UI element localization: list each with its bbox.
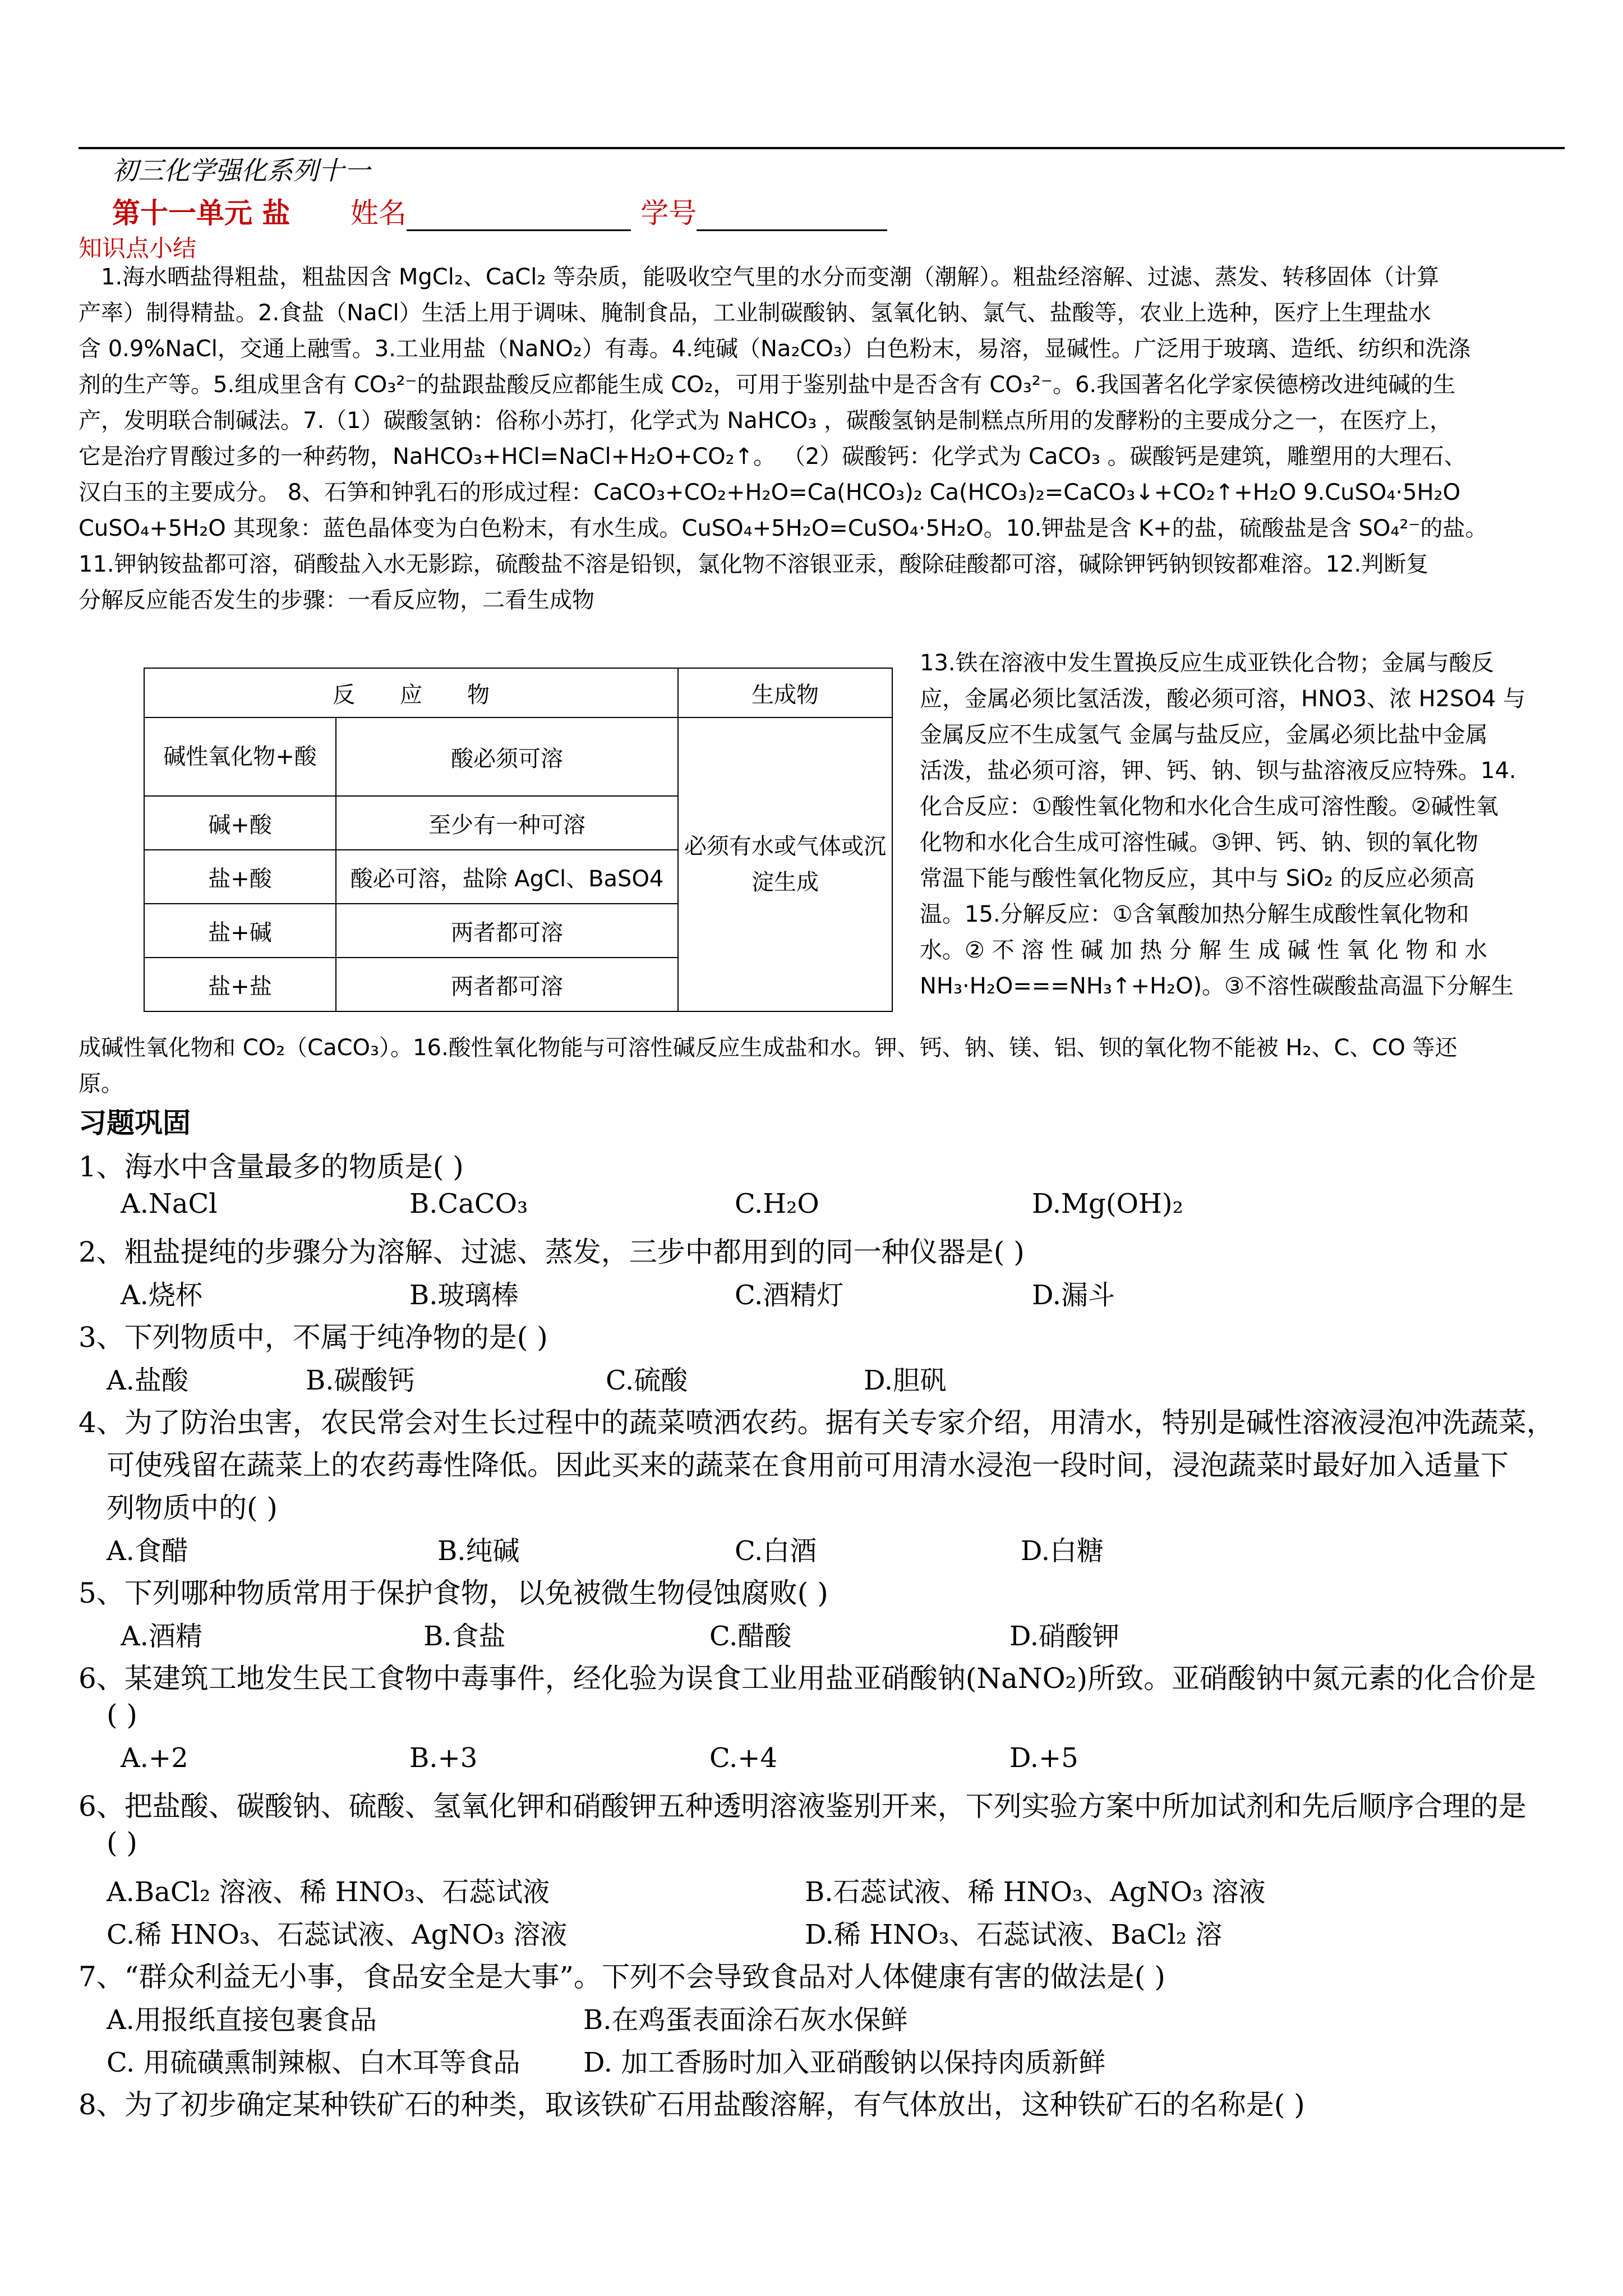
summary-line: 11.钾钠铵盐都可溶，硝酸盐入水无影踪，硫酸盐不溶是铅钡，氯化物不溶银亚汞，酸除硅酸都可溶，碱除钾钙钠钡铵都难溶。12.判断复 xyxy=(79,551,1429,577)
side-line: NH₃·H₂O===NH₃↑+H₂O)。③不溶性碳酸盐高温下分解生 xyxy=(920,973,1514,999)
option-b[interactable]: B.食盐 xyxy=(423,1621,506,1652)
name-label: 姓名 xyxy=(350,197,407,229)
option-d[interactable]: D.白糖 xyxy=(1021,1535,1104,1567)
table-cell-reactants: 盐+盐 xyxy=(144,958,336,1011)
question-text: 可使残留在蔬菜上的农药毒性降低。因此买来的蔬菜在食用前可用清水浸泡一段时间，浸泡蔬菜时最好加入适量下 xyxy=(107,1449,1509,1481)
side-line: 应，金属必须比氢活泼，酸必须可溶，HNO3、浓 H2SO4 与 xyxy=(920,686,1526,712)
side-paragraph xyxy=(920,645,1565,1004)
table-cell-reactants: 碱+酸 xyxy=(144,796,336,850)
summary-line: 它是治疗胃酸过多的一种药物，NaHCO₃+HCl=NaCl+H₂O+CO₂↑。 （2）碳酸钙：化学式为 CaCO₃ 。碳酸钙是建筑，雕塑用的大理石、 xyxy=(79,444,1467,470)
option-b[interactable]: B.石蕊试液、稀 HNO₃、AgNO₃ 溶液 xyxy=(805,1876,1266,1908)
table-cell-condition: 酸必可溶，盐除 AgCl、BaSO4 xyxy=(336,850,678,904)
option-d[interactable]: D.稀 HNO₃、石蕊试液、BaCl₂ 溶 xyxy=(805,1919,1223,1950)
side-line: 温。15.分解反应：①含氧酸加热分解生成酸性氧化物和 xyxy=(920,901,1469,927)
side-line: 水。② 不 溶 性 碱 加 热 分 解 生 成 碱 性 氧 化 物 和 水 xyxy=(920,937,1488,963)
tail-line: 成碱性氧化物和 CO₂（CaCO₃）。16.酸性氧化物能与可溶性碱反应生成盐和水。钾、钙、钠、镁、铝、钡的氧化物不能被 H₂、C、CO 等还 xyxy=(79,1035,1458,1061)
option-c[interactable]: C.酒精灯 xyxy=(735,1280,844,1311)
option-d[interactable]: D.漏斗 xyxy=(1032,1280,1115,1311)
tail-line: 原。 xyxy=(79,1071,123,1097)
table-cell-condition: 两者都可溶 xyxy=(336,958,678,1011)
series-title: 初三化学强化系列十一 xyxy=(112,155,370,186)
option-b[interactable]: B.+3 xyxy=(409,1742,478,1774)
question-text: 2、粗盐提纯的步骤分为溶解、过滤、蒸发，三步中都用到的同一种仪器是( ) xyxy=(79,1236,1025,1268)
option-a[interactable]: A.食醋 xyxy=(107,1535,188,1567)
option-c[interactable]: C.稀 HNO₃、石蕊试液、AgNO₃ 溶液 xyxy=(107,1919,568,1950)
table-header-products: 生成物 xyxy=(678,668,892,717)
question-text: ( ) xyxy=(107,1826,137,1859)
option-d[interactable]: D.硝酸钾 xyxy=(1009,1621,1120,1652)
side-line: 金属反应不生成氢气 金属与盐反应，金属必须比盐中金属 xyxy=(920,722,1488,748)
option-d[interactable]: D.+5 xyxy=(1009,1742,1078,1774)
unit-title: 第十一单元 盐 xyxy=(112,196,291,229)
summary-line: 汉白玉的主要成分。 8、石笋和钟乳石的形成过程：CaCO₃+CO₂+H₂O=Ca(HCO₃)₂ Ca(HCO₃)₂=CaCO₃↓+CO₂↑+H₂O 9.CuSO₄·5H₂O xyxy=(79,480,1461,505)
question-text: 列物质中的( ) xyxy=(107,1492,278,1524)
table-cell-reactants: 盐+碱 xyxy=(144,904,336,958)
summary-paragraph xyxy=(79,259,1559,618)
table-header-reactants: 反 应 物 xyxy=(144,668,678,717)
option-b[interactable]: B.碳酸钙 xyxy=(306,1365,415,1396)
option-b[interactable]: B.玻璃棒 xyxy=(409,1280,519,1311)
question-text: 6、某建筑工地发生民工食物中毒事件，经化验为误食工业用盐亚硝酸钠(NaNO₂)所致。亚硝酸钠中氮元素的化合价是 xyxy=(79,1662,1537,1695)
question-text: 4、为了防治虫害，农民常会对生长过程中的蔬菜喷洒农药。据有关专家介绍，用清水，特别是碱性溶液浸泡冲洗蔬菜， xyxy=(79,1406,1555,1439)
option-b[interactable]: B.纯碱 xyxy=(437,1535,520,1567)
option-a[interactable]: A.盐酸 xyxy=(107,1365,188,1396)
option-c[interactable]: C.+4 xyxy=(709,1742,778,1774)
option-a[interactable]: A.+2 xyxy=(121,1742,188,1774)
option-c[interactable]: C. 用硫磺熏制辣椒、白木耳等食品 xyxy=(107,2047,520,2078)
summary-line: 产率）制得精盐。2.食盐（NaCl）生活上用于调味、腌制食品，工业制碳酸钠、氢氧化钠、氯气、盐酸等，农业上选种，医疗上生理盐水 xyxy=(79,300,1431,326)
summary-line: 1.海水晒盐得粗盐，粗盐因含 MgCl₂、CaCl₂ 等杂质，能吸收空气里的水分而变潮（潮解）。粗盐经溶解、过滤、蒸发、转移固体（计算 xyxy=(79,264,1440,290)
table-cell-reactants: 碱性氧化物+酸 xyxy=(144,717,336,796)
exercises-title: 习题巩固 xyxy=(79,1106,191,1139)
question-text: ( ) xyxy=(107,1699,137,1731)
option-a[interactable]: A.BaCl₂ 溶液、稀 HNO₃、石蕊试液 xyxy=(107,1876,550,1908)
question-text: 8、为了初步确定某种铁矿石的种类，取该铁矿石用盐酸溶解，有气体放出，这种铁矿石的名称是( ) xyxy=(79,2088,1305,2121)
side-line: 活泼，盐必须可溶，钾、钙、钠、钡与盐溶液反应特殊。14. xyxy=(920,758,1516,784)
option-b[interactable]: B.CaCO₃ xyxy=(409,1188,528,1220)
option-a[interactable]: A.用报纸直接包裹食品 xyxy=(107,2004,377,2036)
option-b[interactable]: B.在鸡蛋表面涂石灰水保鲜 xyxy=(583,2004,908,2036)
summary-line: 含 0.9%NaCl，交通上融雪。3.工业用盐（NaNO₂）有毒。4.纯碱（Na₂CO₃）白色粉末，易溶，显碱性。广泛用于玻璃、造纸、纺织和洗涤 xyxy=(79,336,1470,362)
summary-line: 分解反应能否发生的步骤：一看反应物，二看生成物 xyxy=(79,587,594,613)
number-label: 学号 xyxy=(640,197,697,229)
option-c[interactable]: C.H₂O xyxy=(735,1188,819,1220)
option-d[interactable]: D.Mg(OH)₂ xyxy=(1032,1188,1183,1220)
option-c[interactable]: C.硫酸 xyxy=(606,1365,688,1396)
option-a[interactable]: A.NaCl xyxy=(121,1188,218,1220)
reaction-table xyxy=(144,668,893,1012)
side-line: 化合反应：①酸性氧化物和水化合生成可溶性酸。②碱性氧 xyxy=(920,794,1498,820)
table-cell-condition: 两者都可溶 xyxy=(336,904,678,958)
question-text: 6、把盐酸、碳酸钠、硫酸、氢氧化钾和硝酸钾五种透明溶液鉴别开来，下列实验方案中所加试剂和先后顺序合理的是 xyxy=(79,1790,1527,1823)
table-cell-condition: 至少有一种可溶 xyxy=(336,796,678,850)
table-cell-reactants: 盐+酸 xyxy=(144,850,336,904)
summary-line: CuSO₄+5H₂O 其现象：蓝色晶体变为白色粉末，有水生成。CuSO₄+5H₂O=CuSO₄·5H₂O。10.钾盐是含 K+的盐，硫酸盐是含 SO₄²⁻的盐。 xyxy=(79,516,1488,541)
side-line: 常温下能与酸性氧化物反应，其中与 SiO₂ 的反应必须高 xyxy=(920,866,1475,891)
summary-line: 剂的生产等。5.组成里含有 CO₃²⁻的盐跟盐酸反应都能生成 CO₂，可用于鉴别盐中是否含有 CO₃²⁻。6.我国著名化学家侯德榜改进纯碱的生 xyxy=(79,372,1456,398)
option-c[interactable]: C.白酒 xyxy=(735,1535,817,1567)
question-text: 5、下列哪种物质常用于保护食物，以免被微生物侵蚀腐败( ) xyxy=(79,1577,828,1609)
number-blank[interactable] xyxy=(697,203,887,231)
unit-title-row xyxy=(112,191,887,231)
side-line: 13.铁在溶液中发生置换反应生成亚铁化合物；金属与酸反 xyxy=(920,650,1494,676)
option-a[interactable]: A.烧杯 xyxy=(121,1280,202,1311)
tail-paragraph xyxy=(79,1030,1565,1102)
summary-title: 知识点小结 xyxy=(79,234,197,262)
table-cell-condition: 酸必须可溶 xyxy=(336,717,678,796)
name-blank[interactable] xyxy=(407,203,631,231)
header-rule xyxy=(79,147,1565,149)
question-text: 1、海水中含量最多的物质是( ) xyxy=(79,1151,464,1183)
side-line: 化物和水化合生成可溶性碱。③钾、钙、钠、钡的氧化物 xyxy=(920,830,1478,855)
table-cell-product-condition: 必须有水或气体或沉淀生成 xyxy=(678,717,892,1011)
question-text: 7、“群众利益无小事，食品安全是大事”。下列不会导致食品对人体健康有害的做法是( ) xyxy=(79,1961,1165,1993)
question-text: 3、下列物质中，不属于纯净物的是( ) xyxy=(79,1321,548,1354)
option-a[interactable]: A.酒精 xyxy=(121,1621,202,1652)
option-d[interactable]: D. 加工香肠时加入亚硝酸钠以保持肉质新鲜 xyxy=(583,2047,1106,2078)
option-c[interactable]: C.醋酸 xyxy=(709,1621,792,1652)
summary-line: 产，发明联合制碱法。7.（1）碳酸氢钠：俗称小苏打，化学式为 NaHCO₃ ，碳酸氢钠是制糕点所用的发酵粉的主要成分之一，在医疗上， xyxy=(79,408,1453,434)
option-d[interactable]: D.胆矾 xyxy=(864,1365,947,1396)
